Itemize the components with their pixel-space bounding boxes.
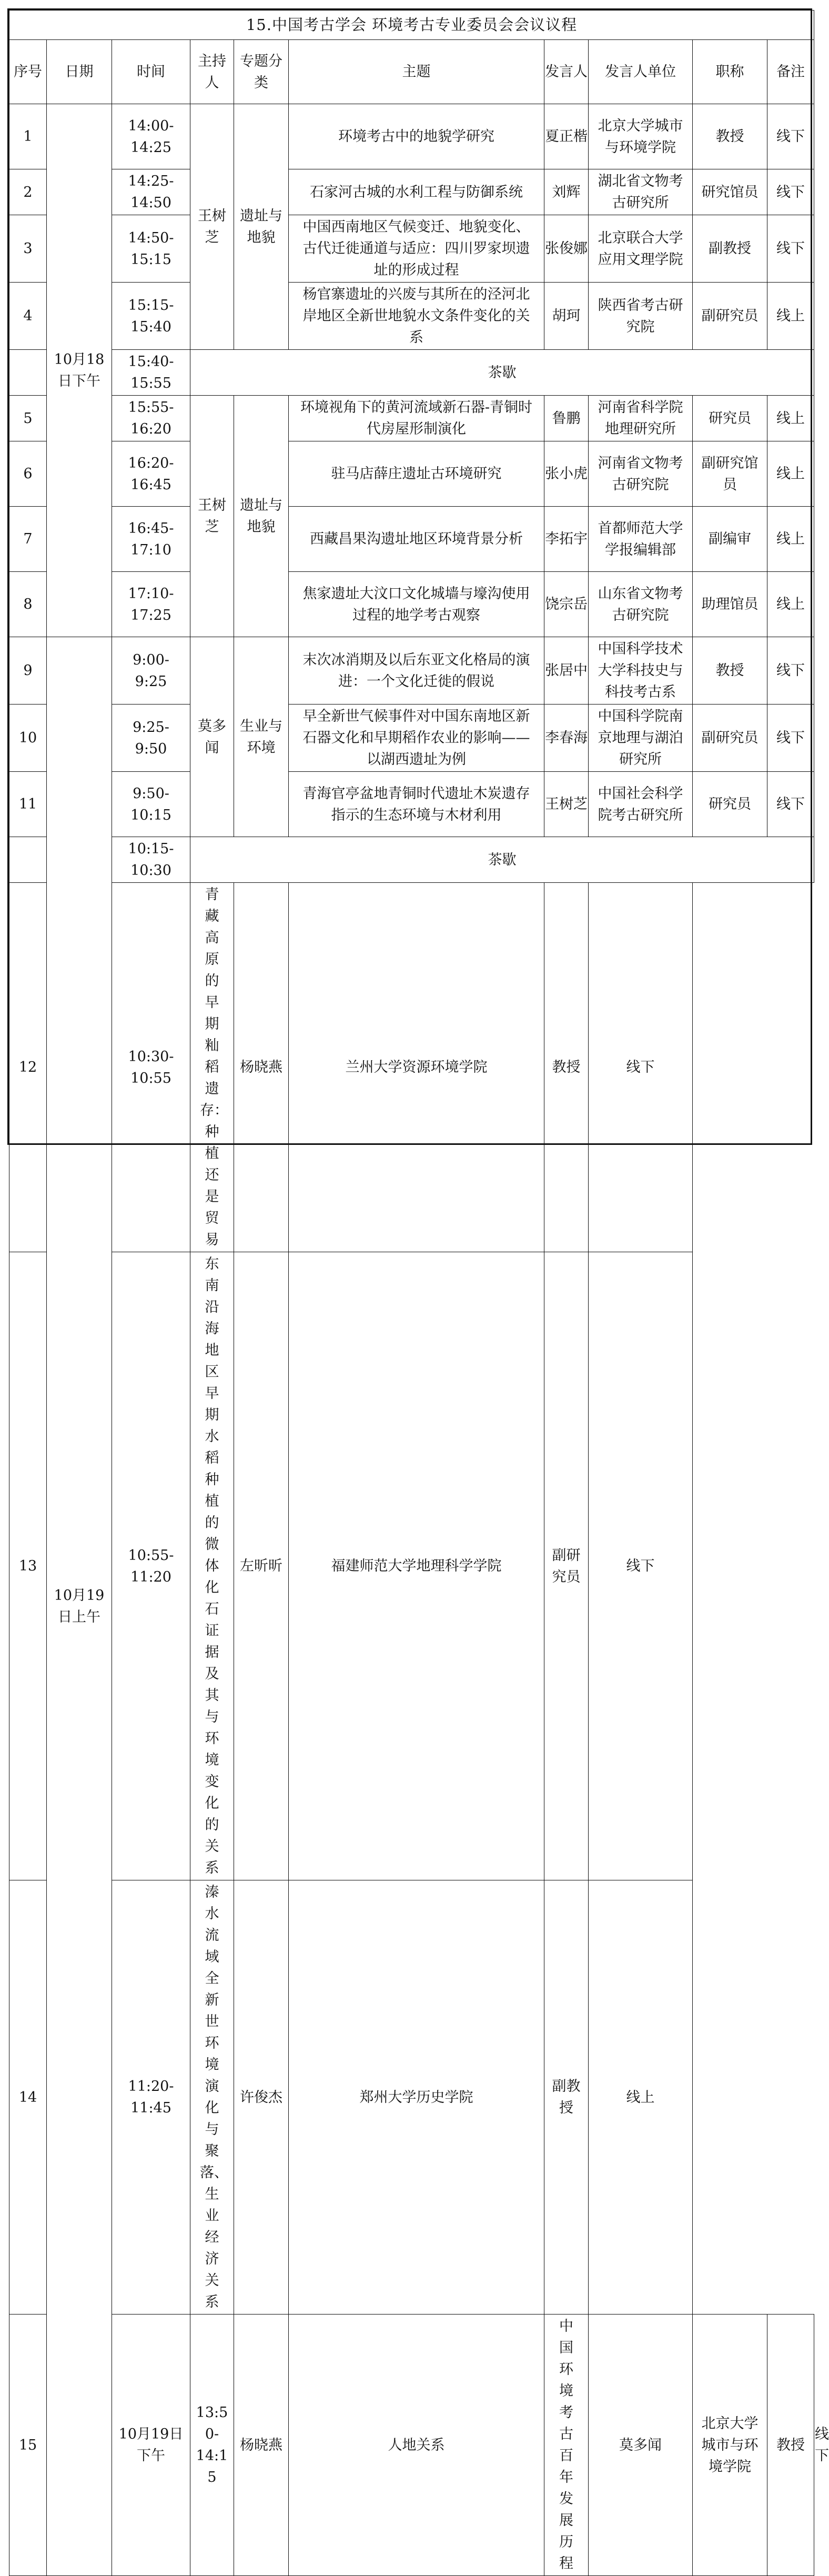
job-title-cell: 副教授 [693,215,767,283]
time-end: 10:30 [130,862,171,879]
header-cell: 发言人 [544,40,589,104]
row-number: 4 [9,283,47,350]
time-end: 11:45 [130,2100,171,2116]
speaker-cell: 胡珂 [544,283,589,350]
topic-cell: 中国西南地区气候变迁、地貌变化、古代迁徙通道与适应：四川罗家坝遗址的形成过程 [289,215,544,283]
time-start: 10:55- [128,1547,174,1564]
speaker-cell: 张小虎 [544,441,589,507]
speaker-cell: 刘辉 [544,169,589,215]
note-cell: 线下 [589,883,693,1252]
table-row [9,396,814,441]
time-end: 11:20 [130,1568,171,1585]
agenda-table [9,10,829,2576]
job-title-cell: 副教授 [544,1880,589,2315]
table-row [9,637,814,705]
speaker-cell: 许俊杰 [234,1880,289,2315]
time-start: 14:25- [128,173,174,189]
time-cell [112,1252,190,1880]
time-cell [112,169,190,215]
time-end: 14:15 [196,2448,228,2486]
header-cell: 职称 [693,40,767,104]
note-cell: 线下 [767,772,814,837]
note-cell: 线下 [767,169,814,215]
row-number: 14 [9,1880,47,2315]
tea-break-cell: 茶歇 [190,350,814,396]
break-row [9,837,814,883]
time-end: 9:25 [135,673,167,690]
job-title-cell: 研究员 [693,396,767,441]
unit-cell: 北京大学城市与环境学院 [589,104,693,169]
speaker-cell: 张居中 [544,637,589,705]
time-end: 16:45 [130,476,171,493]
job-title-cell: 副研究员 [544,1252,589,1880]
job-title-cell: 教授 [544,883,589,1252]
note-cell: 线下 [767,104,814,169]
header-cell: 专题分类 [234,40,289,104]
row-number: 7 [9,507,47,572]
note-cell: 线下 [767,705,814,772]
time-start: 14:00- [128,117,174,134]
speaker-cell: 张俊娜 [544,215,589,283]
speaker-cell: 饶宗岳 [544,572,589,637]
job-title-cell: 研究馆员 [693,169,767,215]
topic-cell: 驻马店薛庄遗址古环境研究 [289,441,544,507]
speaker-cell: 李拓宇 [544,507,589,572]
table-row [9,215,814,283]
topic-cell: 石家河古城的水利工程与防御系统 [289,169,544,215]
job-title-cell: 教授 [767,2315,814,2576]
speaker-cell: 夏正楷 [544,104,589,169]
header-row [9,40,814,104]
time-cell [112,441,190,507]
time-end: 15:40 [130,318,171,335]
speaker-cell: 左昕昕 [234,1252,289,1880]
row-number: 3 [9,215,47,283]
speaker-cell: 王树芝 [544,772,589,837]
unit-cell: 河南省文物考古研究院 [589,441,693,507]
topic-cell: 西藏昌果沟遗址地区环境背景分析 [289,507,544,572]
topic-cell: 早全新世气候事件对中国东南地区新石器文化和早期稻作农业的影响——以湖西遗址为例 [289,705,544,772]
header-cell: 备注 [767,40,814,104]
host-cell: 王树芝 [190,104,234,350]
header-cell: 日期 [47,40,112,104]
time-start: 10:15- [128,841,174,857]
row-number [9,837,47,883]
time-start: 11:20- [128,2078,174,2095]
time-cell [112,215,190,283]
time-start: 14:50- [128,229,174,246]
time-cell [112,1880,190,2315]
note-cell: 线上 [767,441,814,507]
time-start: 17:10- [128,585,174,602]
header-cell: 主持人 [190,40,234,104]
host-cell: 杨晓燕 [234,2315,289,2576]
time-start: 9:25- [133,719,169,736]
unit-cell: 北京大学城市与环境学院 [693,2315,767,2576]
job-title-cell: 副研究员 [693,705,767,772]
row-number: 1 [9,104,47,169]
table-row [9,104,814,169]
header-cell: 发言人单位 [589,40,693,104]
speaker-cell: 杨晓燕 [234,883,289,1252]
unit-cell: 湖北省文物考古研究所 [589,169,693,215]
unit-cell: 中国社会科学院考古研究所 [589,772,693,837]
unit-cell: 北京联合大学应用文理学院 [589,215,693,283]
topic-cell: 青海官亭盆地青铜时代遗址木炭遗存指示的生态环境与木材利用 [289,772,544,837]
job-title-cell: 教授 [693,104,767,169]
title-row [9,11,814,40]
row-number: 6 [9,441,47,507]
time-cell [112,396,190,441]
unit-cell: 首都师范大学学报编辑部 [589,507,693,572]
note-cell: 线下 [767,637,814,705]
time-end: 17:10 [130,541,171,558]
topic-cell: 青藏高原的早期籼稻遗存：种植还是贸易 [190,883,234,1252]
time-cell [112,350,190,396]
time-start: 15:40- [128,354,174,370]
header-cell: 序号 [9,40,47,104]
table-row [9,169,814,215]
host-cell: 王树芝 [190,396,234,637]
row-number: 8 [9,572,47,637]
time-end: 14:50 [130,195,171,211]
table-row [9,507,814,572]
time-cell [112,883,190,1252]
table-row [9,705,814,772]
category-cell: 遗址与地貌 [234,104,289,350]
topic-cell: 环境视角下的黄河流域新石器-青铜时代房屋形制演化 [289,396,544,441]
unit-cell: 福建师范大学地理科学学院 [289,1252,544,1880]
row-number: 9 [9,637,47,705]
job-title-cell: 副研究馆员 [693,441,767,507]
unit-cell: 中国科学院南京地理与湖泊研究所 [589,705,693,772]
time-start: 16:45- [128,520,174,537]
date-cell: 10月19日上午 [47,637,112,2576]
job-title-cell: 研究员 [693,772,767,837]
category-cell: 人地关系 [289,2315,544,2576]
unit-cell: 河南省科学院地理研究所 [589,396,693,441]
row-number: 10 [9,705,47,772]
time-cell [112,837,190,883]
time-end: 16:20 [130,421,171,437]
time-start: 13:50- [196,2404,228,2442]
time-cell [112,705,190,772]
time-end: 10:55 [130,1070,171,1086]
unit-cell: 中国科学技术大学科技史与科技考古系 [589,637,693,705]
table-row [9,441,814,507]
time-cell [112,283,190,350]
break-row [9,350,814,396]
table-row [9,772,814,837]
job-title-cell: 副编审 [693,507,767,572]
row-number: 15 [9,2315,47,2576]
time-start: 9:50- [133,785,169,802]
host-cell: 莫多闻 [190,637,234,837]
speaker-cell: 鲁鹏 [544,396,589,441]
time-start: 10:30- [128,1048,174,1065]
category-cell: 生业与环境 [234,637,289,837]
row-number [9,350,47,396]
row-number: 13 [9,1252,47,1880]
unit-cell: 陕西省考古研究院 [589,283,693,350]
time-end: 9:50 [135,740,167,757]
unit-cell: 兰州大学资源环境学院 [289,883,544,1252]
job-title-cell: 副研究员 [693,283,767,350]
date-cell: 10月18日下午 [47,104,112,637]
time-cell [112,772,190,837]
topic-cell: 溱水流域全新世环境演化与聚落、生业经济关系 [190,1880,234,2315]
page-title: 15.中国考古学会 环境考古专业委员会会议议程 [9,11,814,40]
header-cell: 主题 [289,40,544,104]
note-cell: 线上 [589,1880,693,2315]
header-cell: 时间 [112,40,190,104]
row-number: 2 [9,169,47,215]
table-row [9,572,814,637]
note-cell: 线下 [767,215,814,283]
row-number: 11 [9,772,47,837]
table-row [9,1252,814,1880]
note-cell: 线上 [767,396,814,441]
time-start: 15:15- [128,297,174,314]
time-cell [112,572,190,637]
topic-cell: 中国环境考古百年发展历程 [544,2315,589,2576]
time-end: 15:15 [130,251,171,268]
table-row [9,283,814,350]
note-cell: 线上 [767,283,814,350]
topic-cell: 东南沿海地区早期水稻种植的微体化石证据及其与环境变化的关系 [190,1252,234,1880]
time-cell [112,507,190,572]
time-cell [190,2315,234,2576]
time-end: 17:25 [130,607,171,623]
job-title-cell: 教授 [693,637,767,705]
time-end: 15:55 [130,375,171,391]
topic-cell: 杨官寨遗址的兴废与其所在的泾河北岸地区全新世地貌水文条件变化的关系 [289,283,544,350]
time-start: 9:00- [133,651,169,668]
time-cell [112,637,190,705]
category-cell: 遗址与地貌 [234,396,289,637]
time-cell [112,104,190,169]
agenda-document [7,8,829,2572]
tea-break-cell: 茶歇 [190,837,814,883]
topic-cell: 末次冰消期及以后东亚文化格局的演进：一个文化迁徙的假说 [289,637,544,705]
row-number: 5 [9,396,47,441]
note-cell: 线上 [767,507,814,572]
table-row: 15 10月19日下午 13:50- 14:15 杨晓燕 人地关系 中国环境考古百年发展历程 莫多闻 北京大学城市与环境学院 教授 线下 [9,2315,814,2576]
topic-cell: 环境考古中的地貌学研究 [289,104,544,169]
note-cell: 线上 [767,572,814,637]
date-cell: 10月19日下午 [112,2315,190,2576]
table-row [9,1880,814,2315]
unit-cell: 郑州大学历史学院 [289,1880,544,2315]
time-end: 14:25 [130,139,171,156]
time-end: 10:15 [130,807,171,823]
table-row [9,883,814,1252]
unit-cell: 山东省文物考古研究院 [589,572,693,637]
topic-cell: 焦家遗址大汶口文化城墙与壕沟使用过程的地学考古观察 [289,572,544,637]
job-title-cell: 助理馆员 [693,572,767,637]
note-cell: 线下 [589,1252,693,1880]
row-number: 12 [9,883,47,1252]
time-start: 15:55- [128,399,174,416]
speaker-cell: 莫多闻 [589,2315,693,2576]
speaker-cell: 李春海 [544,705,589,772]
time-start: 16:20- [128,455,174,471]
